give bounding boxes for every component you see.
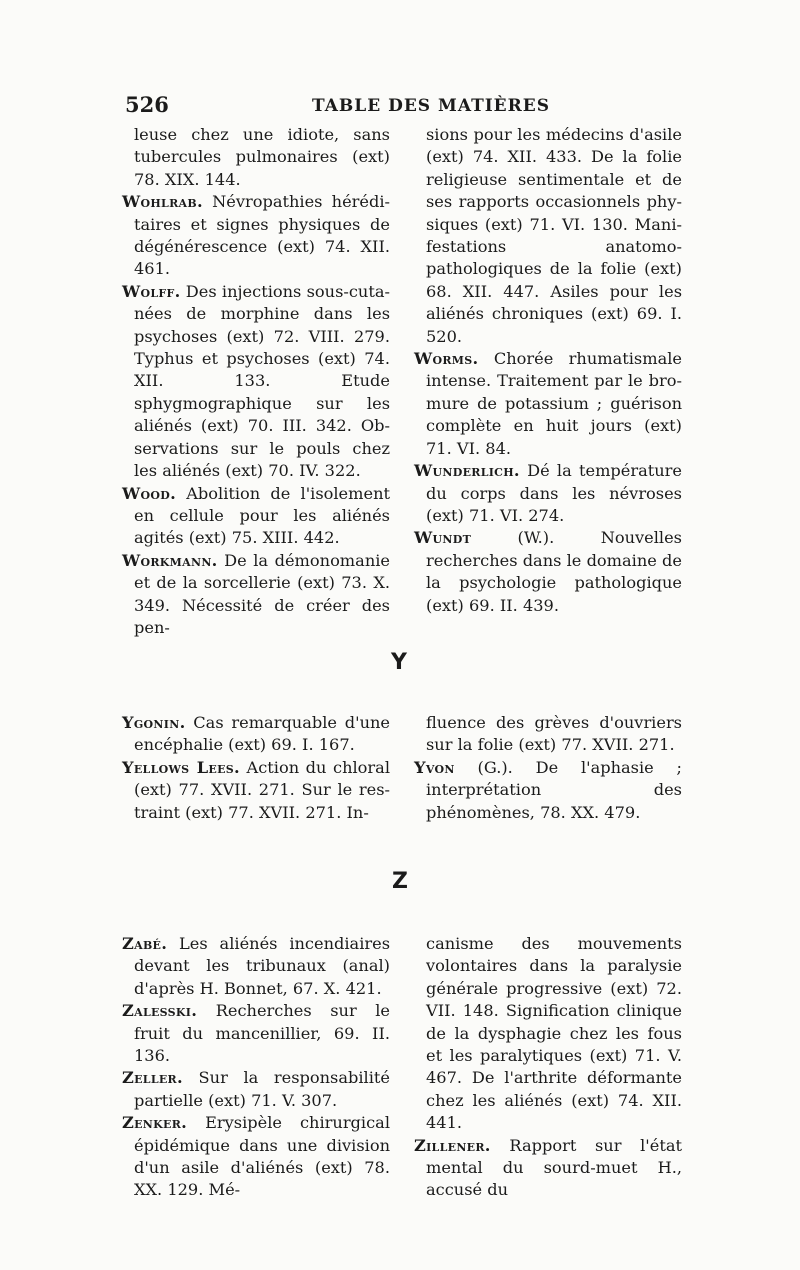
right-column	[414, 712, 682, 824]
page-header	[0, 92, 800, 122]
section-letter-z: Z	[392, 869, 408, 894]
index-entry: Zillener. Rapport sur l'état mental du sourd-muet H., accusé du	[414, 1135, 682, 1200]
section-z	[122, 933, 682, 1202]
index-entry: Worms. Chorée rhumatismale intense. Traitement par le bromure de potassium ; guérison complète en huit jours (ext) 71. VI. 84.	[414, 349, 682, 458]
left-column	[122, 124, 390, 639]
index-entry: Zabé. Les aliénés incendiaires devant les tribunaux (anal) d'après H. Bonnet, 67. X. 421.	[122, 934, 390, 998]
left-column	[122, 712, 390, 824]
index-entry: fluence des grèves d'ouvriers sur la folie (ext) 77. XVII. 271.	[426, 713, 682, 755]
index-entry: Yellows Lees. Action du chloral (ext) 77. XVII. 271. Sur le restraint (ext) 77. XVII. 271. In-	[122, 757, 390, 822]
right-column	[414, 124, 682, 639]
index-entry: Wunderlich. Dé la température du corps dans les névroses (ext) 71. VI. 274.	[414, 461, 682, 525]
index-entry: Zeller. Sur la responsabilité partielle (ext) 71. V. 307.	[122, 1068, 390, 1110]
index-entry: Wohlrab. Névropathies héréditaires et signes physiques de dégénérescence (ext) 74. XII. 461.	[122, 192, 390, 279]
index-entry: Wundt (W.). Nouvelles recherches dans le domaine de la psychologie pathologique (ext) 69. II. 439.	[414, 528, 682, 615]
section-y	[122, 712, 682, 824]
index-entry: Workmann. De la démonomanie et de la sorcellerie (ext) 73. X. 349. Nécessité de créer des pen-	[122, 550, 390, 637]
index-entry: canisme des mouvements volontaires dans la paralysie générale progressive (ext) 72. VII. 148. Signification clinique de la dysphagie chez les fous et les paralytiques (ext) 71. V. 467. De l'arthrite déformante chez les aliénés (ext) 74. XII. 441.	[426, 934, 682, 1133]
running-title: TABLE DES MATIÈRES	[312, 96, 551, 116]
index-entry: Wolff. Des injections sous-cutanées de morphine dans les psychoses (ext) 72. VIII. 279. Typhus et psychoses (ext) 74. XII. 133. Etude sphygmographique sur les aliénés (ext) 70. III. 342. Observations sur le pouls chez les aliénés (ext) 70. IV. 322.	[122, 281, 390, 481]
section-letter-y: Y	[391, 650, 407, 675]
right-column	[414, 933, 682, 1202]
index-entry: Zenker. Erysipèle chirurgical épidémique dans une division d'un asile d'aliénés (ext) 78. XX. 129. Mé-	[122, 1113, 390, 1200]
left-column	[122, 933, 390, 1202]
page-number: 526	[125, 92, 169, 117]
index-entry: Ygonin. Cas remarquable d'une encéphalie (ext) 69. I. 167.	[122, 713, 390, 755]
index-entry: Yvon (G.). De l'aphasie ; interprétation des phénomènes, 78. XX. 479.	[414, 757, 682, 822]
index-entry: Zalesski. Recherches sur le fruit du mancenillier, 69. II. 136.	[122, 1001, 390, 1066]
index-entry: Wood. Abolition de l'isolement en cellule pour les aliénés agités (ext) 75. XIII. 442.	[122, 483, 390, 548]
index-entry: sions pour les médecins d'asile (ext) 74. XII. 433. De la folie religieuse sentimentale et de ses rapports occasionnels physiques (ext) 71. VI. 130. Manifestations anatomo-pathologiques de la folie (ext) 68. XII. 447. Asiles pour les aliénés chroniques (ext) 69. I. 520.	[426, 125, 682, 346]
index-entry: leuse chez une idiote, sans tubercules pulmonaires (ext) 78. XIX. 144.	[134, 125, 390, 189]
section-w	[122, 124, 682, 639]
